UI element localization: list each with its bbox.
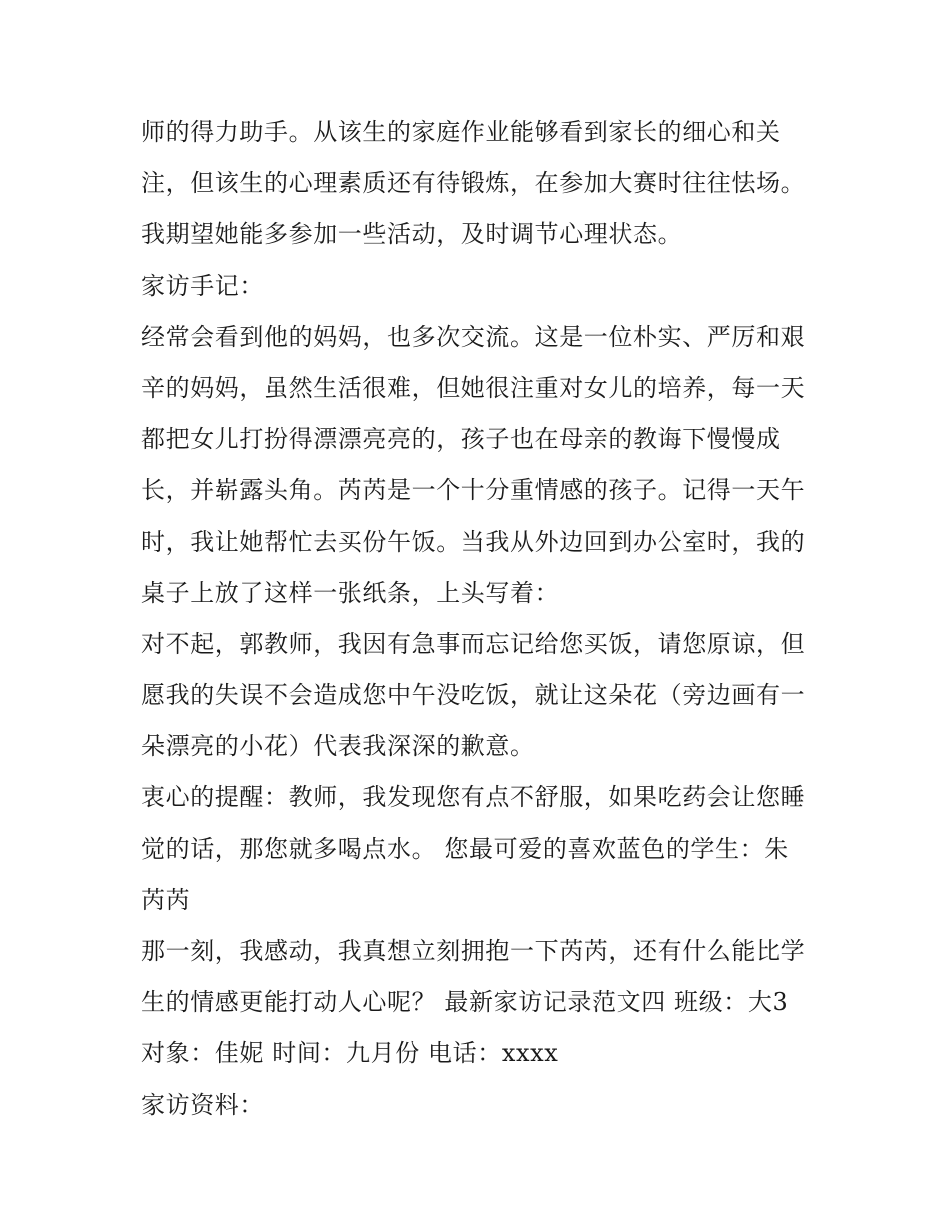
text-line: 对象：佳妮 时间：九月份 电话：xxxx [141, 1039, 559, 1068]
text-line: 时，我让她帮忙去买份午饭。当我从外边回到办公室时，我的 [141, 527, 806, 556]
text-line: 朵漂亮的小花）代表我深深的歉意。 [141, 732, 535, 761]
section-heading: 家访资料： [141, 1090, 264, 1119]
text-line: 经常会看到他的妈妈，也多次交流。这是一位朴实、严厉和艰 [141, 322, 806, 351]
text-line: 我期望她能多参加一些活动，及时调节心理状态。 [141, 220, 683, 249]
text-line: 对不起，郭教师，我因有急事而忘记给您买饭，请您原谅，但 [141, 629, 806, 658]
text-line: 愿我的失误不会造成您中午没吃饭，就让这朵花（旁边画有一 [141, 681, 806, 710]
text-line: 生的情感更能打动人心呢？ 最新家访记录范文四 班级：大3 [141, 988, 789, 1017]
document-body [141, 107, 821, 1131]
text-line: 注，但该生的心理素质还有待锻炼，在参加大赛时往往怯场。 [141, 169, 806, 198]
text-line: 桌子上放了这样一张纸条，上头写着： [141, 578, 560, 607]
text-line: 师的得力助手。从该生的家庭作业能够看到家长的细心和关 [141, 118, 781, 146]
text-line: 都把女儿打扮得漂漂亮亮的，孩子也在母亲的教诲下慢慢成 [141, 425, 781, 454]
text-line: 辛的妈妈，虽然生活很难，但她很注重对女儿的培养，每一天 [141, 373, 806, 402]
text-line: 长，并崭露头角。芮芮是一个十分重情感的孩子。记得一天午 [141, 476, 806, 505]
text-line: 衷心的提醒：教师，我发现您有点不舒服，如果吃药会让您睡 [141, 783, 806, 812]
text-line: 芮芮 [141, 885, 191, 914]
text-line: 觉的话，那您就多喝点水。 您最可爱的喜欢蓝色的学生：朱 [141, 834, 789, 863]
text-line: 那一刻，我感动，我真想立刻拥抱一下芮芮，还有什么能比学 [141, 937, 806, 965]
section-heading: 家访手记： [141, 271, 264, 300]
